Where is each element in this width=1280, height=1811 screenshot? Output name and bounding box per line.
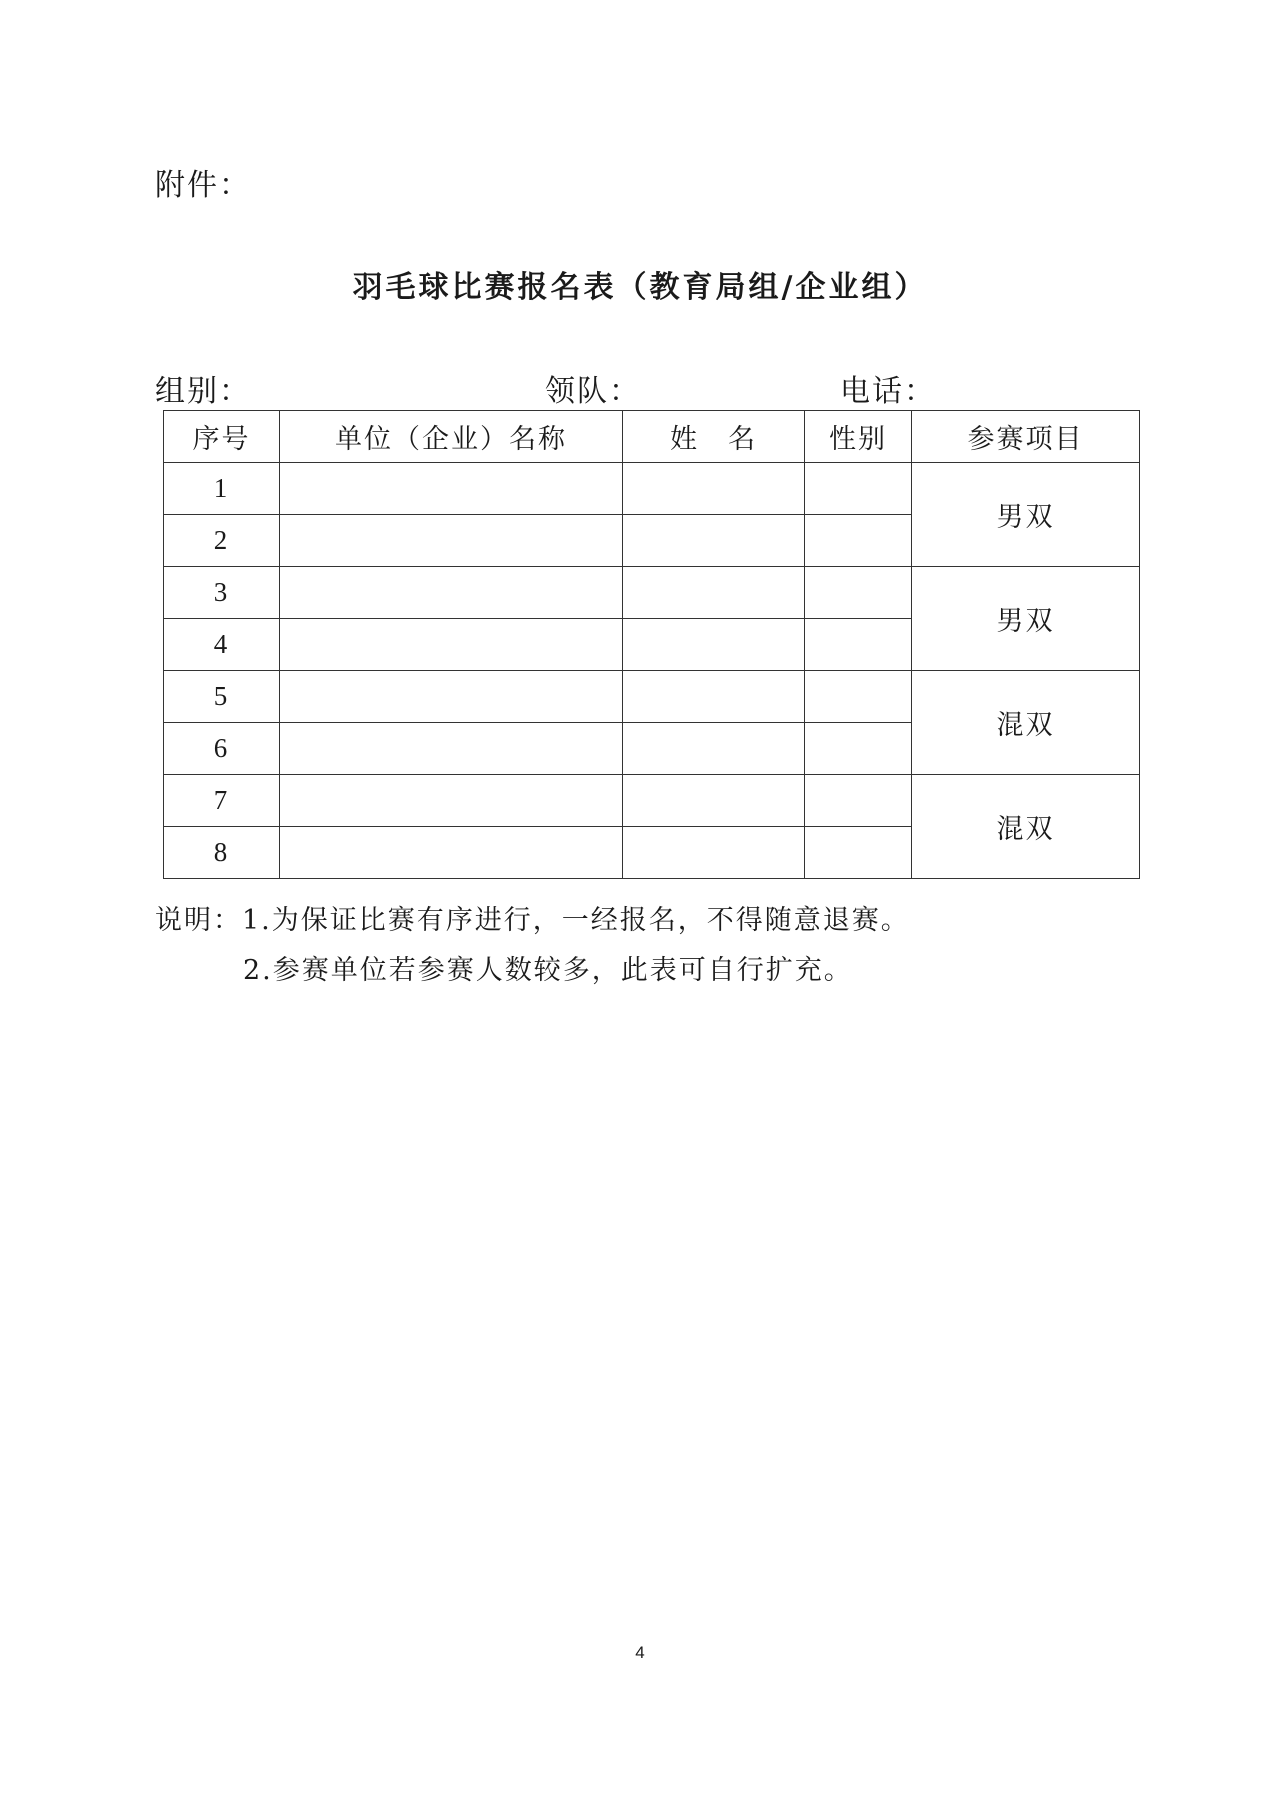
group-field-label: 组别：: [155, 374, 251, 409]
header-person-name: 姓 名: [623, 411, 805, 463]
header-unit-name: 单位（企业）名称: [280, 411, 623, 463]
seq-cell: 3: [164, 567, 280, 619]
table-row: [164, 671, 1140, 723]
seq-cell: 5: [164, 671, 280, 723]
phone-field-label: 电话：: [840, 374, 936, 409]
leader-field-label: 领队：: [545, 374, 641, 409]
event-cell: 男双: [912, 567, 1140, 671]
note-line-1: [155, 896, 910, 946]
header-seq: 序号: [164, 411, 280, 463]
seq-cell: 7: [164, 775, 280, 827]
unit-cell[interactable]: [280, 671, 623, 723]
unit-cell[interactable]: [280, 567, 623, 619]
attachment-label: 附件：: [155, 168, 251, 203]
seq-cell: 8: [164, 827, 280, 879]
table-header-row: [164, 411, 1140, 463]
name-cell[interactable]: [623, 827, 805, 879]
gender-cell[interactable]: [805, 619, 912, 671]
seq-cell: 4: [164, 619, 280, 671]
unit-cell[interactable]: [280, 515, 623, 567]
gender-cell[interactable]: [805, 671, 912, 723]
header-gender: 性别: [805, 411, 912, 463]
seq-cell: 2: [164, 515, 280, 567]
name-cell[interactable]: [623, 515, 805, 567]
gender-cell[interactable]: [805, 515, 912, 567]
seq-cell: 6: [164, 723, 280, 775]
note-text: 1.为保证比赛有序进行，一经报名，不得随意退赛。: [242, 905, 910, 936]
gender-cell[interactable]: [805, 827, 912, 879]
unit-cell[interactable]: [280, 463, 623, 515]
gender-cell[interactable]: [805, 775, 912, 827]
registration-table: [163, 410, 1140, 879]
name-cell[interactable]: [623, 567, 805, 619]
event-cell: 混双: [912, 775, 1140, 879]
page-number: 4: [635, 1643, 645, 1662]
name-cell[interactable]: [623, 671, 805, 723]
notes-section: [155, 896, 910, 996]
unit-cell[interactable]: [280, 827, 623, 879]
event-cell: 混双: [912, 671, 1140, 775]
name-cell[interactable]: [623, 619, 805, 671]
header-event: 参赛项目: [912, 411, 1140, 463]
gender-cell[interactable]: [805, 463, 912, 515]
table-row: [164, 567, 1140, 619]
note-text: 2.参赛单位若参赛人数较多，此表可自行扩充。: [243, 955, 853, 986]
event-cell: 男双: [912, 463, 1140, 567]
form-title: 羽毛球比赛报名表（教育局组/企业组）: [352, 270, 928, 305]
name-cell[interactable]: [623, 723, 805, 775]
note-line-2: [155, 946, 910, 996]
name-cell[interactable]: [623, 775, 805, 827]
gender-cell[interactable]: [805, 567, 912, 619]
unit-cell[interactable]: [280, 775, 623, 827]
seq-cell: 1: [164, 463, 280, 515]
notes-label: 说明：: [155, 905, 242, 936]
unit-cell[interactable]: [280, 723, 623, 775]
table-row: [164, 463, 1140, 515]
gender-cell[interactable]: [805, 723, 912, 775]
unit-cell[interactable]: [280, 619, 623, 671]
name-cell[interactable]: [623, 463, 805, 515]
table-row: [164, 775, 1140, 827]
